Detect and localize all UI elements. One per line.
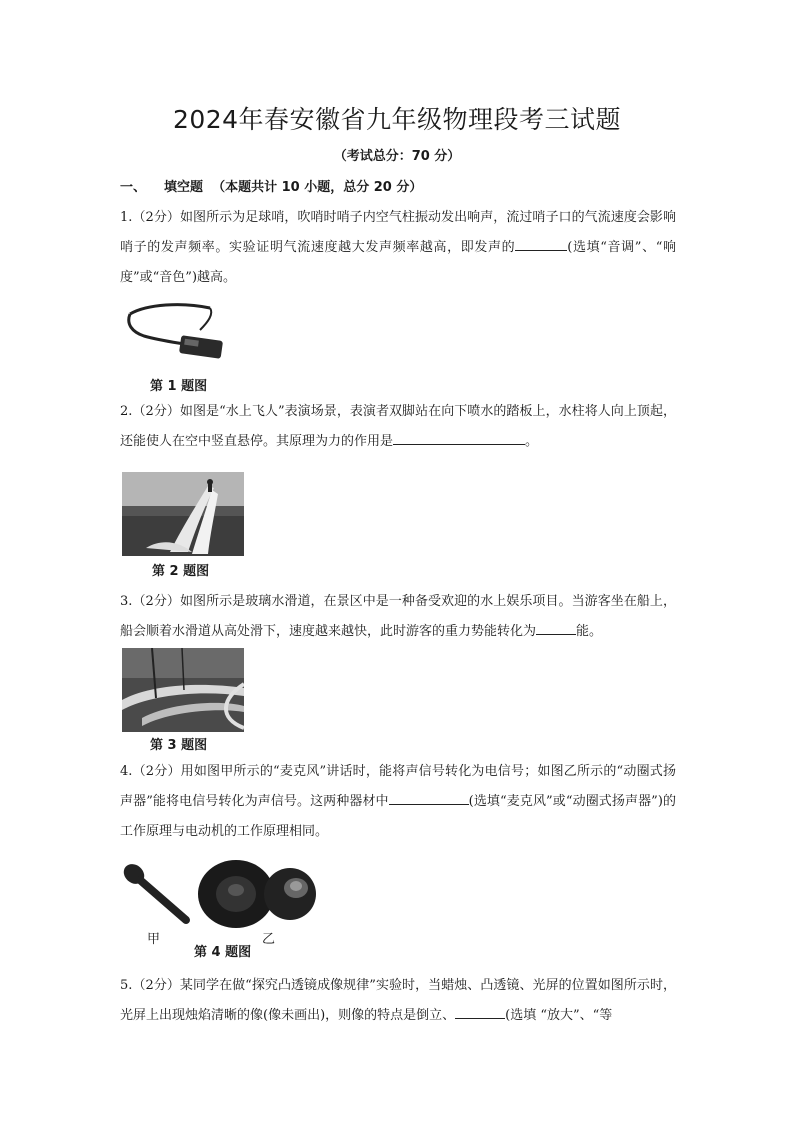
question-text-end: (选填 “放大”、“等 xyxy=(505,1008,613,1023)
question-text: 如图所示为足球哨，吹哨时哨子内空气柱振动发出响声，流过哨子口的气流速度会影响哨子的发声频率。实验证明气流速度越大发声频率越高，即发声的 xyxy=(120,210,676,255)
figure-label-a: 甲 xyxy=(147,932,161,947)
figure-caption: 第 1 题图 xyxy=(150,379,208,394)
question-5 xyxy=(120,971,676,1031)
section-name: 填空题 xyxy=(164,180,204,195)
question-3 xyxy=(120,587,676,647)
section-number: 一、 xyxy=(120,180,147,195)
question-text-end: 能。 xyxy=(576,624,603,639)
question-score: （2分） xyxy=(132,978,180,993)
question-score: （2分） xyxy=(132,764,181,779)
question-text: 用如图甲所示的“麦克风”讲话时，能将声信号转化为电信号；如图乙所示的“动圈式扬声器”能将电信号转化为声信号。这两种器材中 xyxy=(120,764,676,809)
answer-blank[interactable] xyxy=(536,620,576,635)
question-score: （2分） xyxy=(132,404,180,419)
figure-caption: 第 3 题图 xyxy=(150,738,208,753)
water-flyer-photo xyxy=(122,472,244,556)
question-number: 1. xyxy=(120,210,133,225)
question-text-end: 。 xyxy=(525,434,539,449)
question-score: （2分） xyxy=(132,594,180,609)
question-text: 如图是“水上飞人”表演场景，表演者双脚站在向下喷水的踏板上，水柱将人向上顶起，还能使人在空中竖直悬停。其原理为力的作用是 xyxy=(120,404,676,449)
question-number: 3. xyxy=(120,594,133,609)
question-number: 5. xyxy=(120,978,133,993)
microphone-speaker-figure xyxy=(118,858,318,932)
question-text: 如图所示是玻璃水滑道，在景区中是一种备受欢迎的水上娱乐项目。当游客坐在船上，船会顺着水滑道从高处滑下，速度越来越快，此时游客的重力势能转化为 xyxy=(120,594,676,639)
answer-blank[interactable] xyxy=(393,430,525,445)
question-number: 2. xyxy=(120,404,133,419)
exam-total-score: （考试总分：70 分） xyxy=(333,149,461,164)
figure-label-b: 乙 xyxy=(262,932,276,947)
question-4 xyxy=(120,757,676,847)
section-heading xyxy=(120,176,422,195)
question-text-end: (选填“音调”、“响度”或“音色”)越高。 xyxy=(120,240,676,285)
answer-blank[interactable] xyxy=(515,236,567,251)
glass-slide-photo xyxy=(122,648,244,732)
question-text-end: (选填“麦克风”或“动圈式扬声器”)的工作原理与电动机的工作原理相同。 xyxy=(120,794,676,839)
question-1 xyxy=(120,203,676,293)
figure-caption: 第 2 题图 xyxy=(152,564,210,579)
question-score: （2分） xyxy=(132,210,180,225)
whistle-figure xyxy=(122,302,232,372)
section-note: （本题共计 10 小题，总分 20 分） xyxy=(212,180,423,195)
answer-blank[interactable] xyxy=(455,1004,505,1019)
figure-caption: 第 4 题图 xyxy=(194,945,252,960)
question-text: 某同学在做“探究凸透镜成像规律”实验时，当蜡烛、凸透镜、光屏的位置如图所示时，光屏上出现烛焰清晰的像(像未画出)，则像的特点是倒立、 xyxy=(120,978,676,1023)
question-number: 4. xyxy=(120,764,133,779)
question-2 xyxy=(120,397,676,457)
answer-blank[interactable] xyxy=(389,790,469,805)
page-title: 2024年春安徽省九年级物理段考三试题 xyxy=(172,105,622,134)
